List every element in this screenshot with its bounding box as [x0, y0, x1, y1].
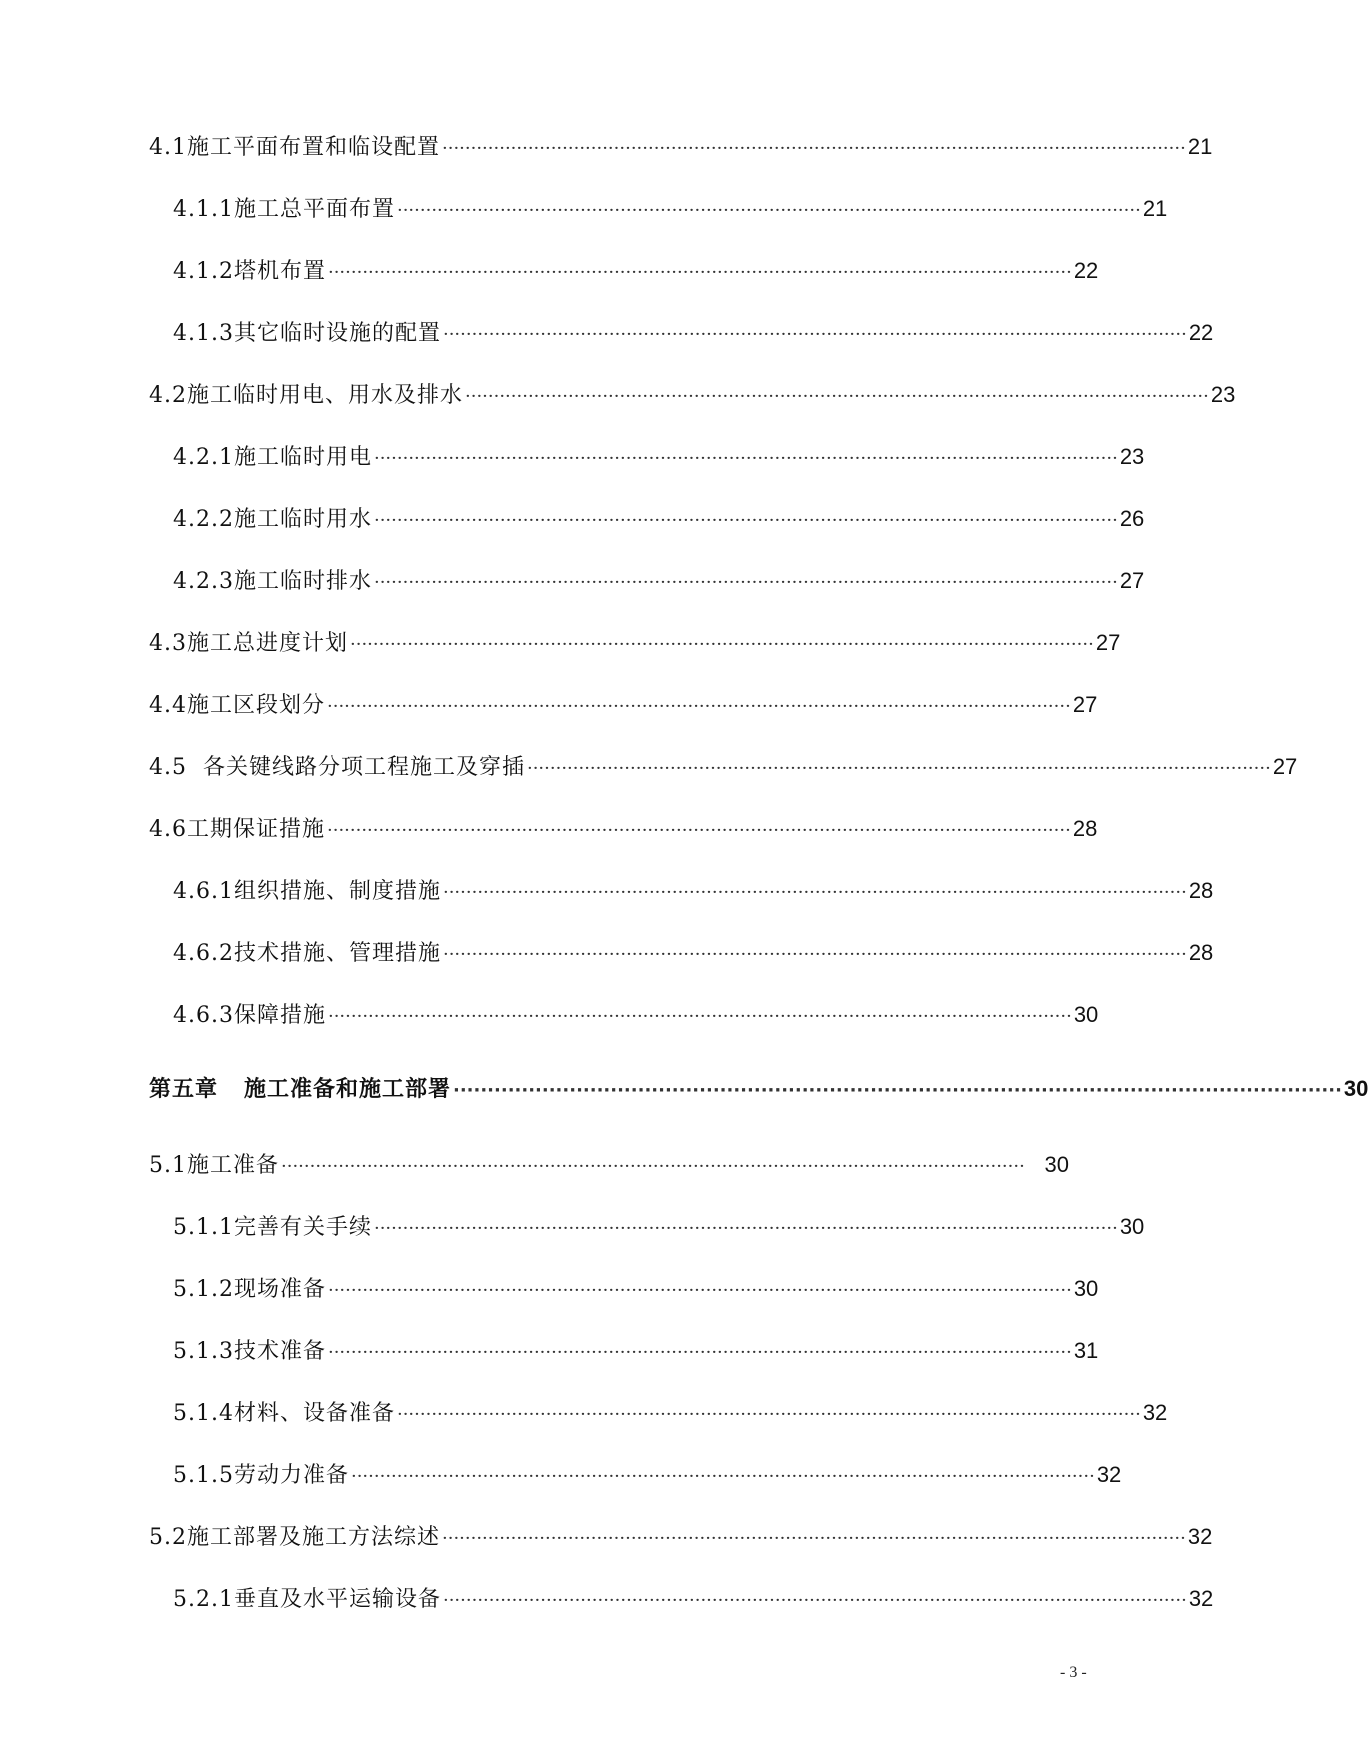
toc-leader-dots: ·································································································································· — [452, 1080, 1342, 1101]
toc-entry-label: 5.2施工部署及施工方法综述 — [149, 1525, 440, 1550]
toc-entry[interactable] — [173, 1584, 1214, 1616]
toc-entry-page: 30 — [1044, 1152, 1069, 1177]
toc-entry-page: 21 — [1187, 134, 1213, 159]
toc-leader-dots: ·································································································································· — [442, 324, 1187, 345]
toc-leader-dots: ·································································································································· — [327, 1280, 1072, 1301]
toc-entry-page: 22 — [1073, 258, 1099, 283]
toc-entry[interactable] — [149, 1522, 1213, 1554]
toc-entry[interactable] — [149, 628, 1121, 660]
toc-entry-label: 4.4施工区段划分 — [149, 693, 325, 718]
toc-entry-label: 4.2.3施工临时排水 — [173, 569, 372, 594]
toc-entry-label: 5.1.3技术准备 — [173, 1339, 326, 1364]
toc-entry[interactable] — [173, 504, 1145, 536]
toc-entry[interactable] — [149, 690, 1098, 722]
toc-entry-page: 27 — [1272, 754, 1298, 779]
toc-leader-dots: ·································································································································· — [396, 200, 1141, 221]
toc-entry[interactable] — [173, 1398, 1168, 1430]
toc-entry-page: 27 — [1095, 630, 1121, 655]
toc-leader-dots: ·································································································································· — [373, 510, 1118, 531]
toc-entry[interactable] — [173, 1212, 1145, 1244]
toc-entry-label: 5.1.1完善有关手续 — [173, 1215, 372, 1240]
toc-leader-dots: ·································································································································· — [327, 1006, 1072, 1027]
toc-entry-page: 32 — [1096, 1462, 1122, 1487]
toc-entry-page: 31 — [1073, 1338, 1099, 1363]
toc-entry-label: 4.6工期保证措施 — [149, 817, 325, 842]
toc-leader-dots: ·································································································································· — [442, 1528, 1186, 1549]
toc-leader-dots: ·································································································································· — [327, 820, 1071, 841]
toc-entry[interactable] — [173, 442, 1145, 474]
toc-entry-label: 4.2.2施工临时用水 — [173, 507, 372, 532]
toc-entry[interactable] — [149, 132, 1213, 164]
toc-leader-dots: ·································································································································· — [396, 1404, 1141, 1425]
toc-entry[interactable] — [173, 876, 1214, 908]
toc-leader-dots: ·································································································································· — [373, 572, 1118, 593]
toc-entry-page: 27 — [1072, 692, 1098, 717]
toc-leader-dots: ·································································································································· — [526, 758, 1271, 779]
toc-entry[interactable] — [149, 380, 1236, 412]
toc-entry-page: 27 — [1119, 568, 1145, 593]
toc-entry[interactable] — [173, 318, 1214, 350]
toc-entry-page: 28 — [1188, 940, 1214, 965]
toc-entry-label: 4.6.3保障措施 — [173, 1003, 326, 1028]
toc-entry-page: 22 — [1188, 320, 1214, 345]
toc-entry-label: 4.1.1施工总平面布置 — [173, 197, 395, 222]
toc-entry-page: 28 — [1188, 878, 1214, 903]
toc-entry-page: 32 — [1142, 1400, 1168, 1425]
toc-entry-label: 第五章 施工准备和施工部署 — [149, 1077, 451, 1102]
toc-leader-dots: ·································································································································· — [373, 448, 1118, 469]
toc-leader-dots: ·································································································································· — [442, 138, 1186, 159]
toc-entry-label: 4.6.1组织措施、制度措施 — [173, 879, 441, 904]
toc-entry[interactable] — [149, 1150, 1069, 1182]
toc-entry-page: 32 — [1187, 1524, 1213, 1549]
toc-leader-dots: ·································································································································· — [327, 696, 1071, 717]
toc-chapter-entry[interactable] — [149, 1074, 1368, 1106]
toc-entry[interactable] — [149, 752, 1298, 784]
toc-entry[interactable] — [173, 938, 1214, 970]
toc-leader-dots: ·································································································································· — [327, 1342, 1072, 1363]
toc-entry-label: 4.5 各关键线路分项工程施工及穿插 — [149, 755, 525, 780]
toc-entry[interactable] — [173, 1000, 1099, 1032]
toc-entry[interactable] — [173, 566, 1145, 598]
toc-entry[interactable] — [173, 1274, 1099, 1306]
toc-entry-label: 4.1.2塔机布置 — [173, 259, 326, 284]
toc-leader-dots: ·································································································································· — [442, 882, 1187, 903]
toc-entry[interactable] — [149, 814, 1098, 846]
toc-entry[interactable] — [173, 1336, 1099, 1368]
toc-entry-page: 21 — [1142, 196, 1168, 221]
toc-entry-label: 4.6.2技术措施、管理措施 — [173, 941, 441, 966]
toc-entry-label: 5.1.5劳动力准备 — [173, 1463, 349, 1488]
page-number: - 3 - — [1060, 1664, 1087, 1681]
toc-entry-page: 26 — [1119, 506, 1145, 531]
toc-entry[interactable] — [173, 194, 1168, 226]
toc-leader-dots: ·································································································································· — [465, 386, 1209, 407]
toc-entry-label: 5.2.1垂直及水平运输设备 — [173, 1587, 441, 1612]
toc-entry-label: 4.1施工平面布置和临设配置 — [149, 135, 440, 160]
toc-entry-label: 4.2施工临时用电、用水及排水 — [149, 383, 463, 408]
toc-entry-label: 4.1.3其它临时设施的配置 — [173, 321, 441, 346]
toc-leader-dots: ·································································································································· — [442, 1590, 1187, 1611]
toc-leader-dots: ·································································································································· — [350, 1466, 1095, 1487]
toc-entry-page: 30 — [1073, 1002, 1099, 1027]
toc-entry-page: 32 — [1188, 1586, 1214, 1611]
toc-entry-page: 28 — [1072, 816, 1098, 841]
toc-entry-page: 23 — [1210, 382, 1236, 407]
toc-leader-dots: ·································································································································· — [281, 1156, 1025, 1177]
toc-entry[interactable] — [173, 256, 1099, 288]
toc-leader-dots: ·································································································································· — [373, 1218, 1118, 1239]
toc-entry-label: 5.1.4材料、设备准备 — [173, 1401, 395, 1426]
toc-entry-page: 23 — [1119, 444, 1145, 469]
toc-entry-page: 30 — [1119, 1214, 1145, 1239]
toc-entry-page: 30 — [1343, 1076, 1368, 1101]
toc-entry-page: 30 — [1073, 1276, 1099, 1301]
toc-leader-dots: ·································································································································· — [350, 634, 1094, 655]
toc-leader-dots: ·································································································································· — [327, 262, 1072, 283]
toc-entry-label: 4.3施工总进度计划 — [149, 631, 348, 656]
toc-entry-label: 4.2.1施工临时用电 — [173, 445, 372, 470]
toc-entry-label: 5.1施工准备 — [149, 1153, 279, 1178]
toc-entry-label: 5.1.2现场准备 — [173, 1277, 326, 1302]
toc-entry[interactable] — [173, 1460, 1122, 1492]
toc-leader-dots: ·································································································································· — [442, 944, 1187, 965]
